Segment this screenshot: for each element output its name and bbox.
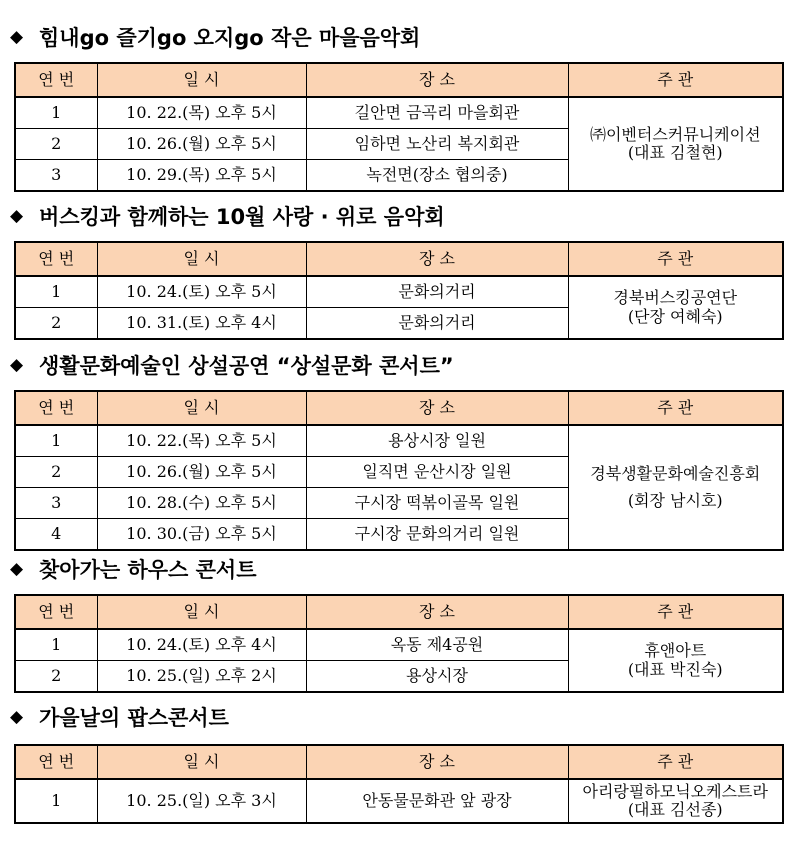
row-number: 3 [15, 488, 97, 519]
organizer-representative: (단장 여혜숙) [627, 306, 723, 326]
col-header-organizer: 주 관 [568, 242, 783, 276]
row-datetime: 10. 29.(목) 오후 5시 [97, 160, 306, 192]
row-number: 2 [15, 308, 97, 340]
diamond-bullet-icon: ◆ [10, 206, 24, 226]
table-row [15, 779, 783, 823]
table-row [15, 97, 783, 129]
col-header-place: 장 소 [306, 63, 568, 97]
section-title-text: 가을날의 팝스콘서트 [39, 706, 229, 730]
row-place: 옥동 제4공원 [306, 629, 568, 661]
row-datetime: 10. 26.(월) 오후 5시 [97, 129, 306, 160]
row-datetime: 10. 22.(목) 오후 5시 [97, 425, 306, 457]
organizer-name: 아리랑필하모닉오케스트라 [582, 781, 768, 801]
col-header-place: 장 소 [306, 745, 568, 779]
organizer-cell [568, 425, 783, 550]
table-row [15, 276, 783, 308]
col-header-organizer: 주 관 [568, 63, 783, 97]
row-datetime: 10. 30.(금) 오후 5시 [97, 519, 306, 551]
section-title [10, 20, 420, 54]
organizer-representative: (대표 김선종) [627, 800, 723, 819]
schedule-table [14, 594, 784, 693]
row-number: 1 [15, 425, 97, 457]
row-datetime: 10. 22.(목) 오후 5시 [97, 97, 306, 129]
row-number: 2 [15, 457, 97, 488]
table-header-row [15, 242, 783, 276]
col-header-datetime: 일 시 [97, 242, 306, 276]
row-number: 1 [15, 276, 97, 308]
row-number: 1 [15, 779, 97, 823]
row-datetime: 10. 24.(토) 오후 4시 [97, 629, 306, 661]
row-number: 1 [15, 629, 97, 661]
col-header-number: 연 번 [15, 242, 97, 276]
row-number: 4 [15, 519, 97, 551]
row-place: 임하면 노산리 복지회관 [306, 129, 568, 160]
row-place: 문화의거리 [306, 308, 568, 340]
col-header-place: 장 소 [306, 391, 568, 425]
section-title [10, 700, 229, 734]
row-number: 2 [15, 661, 97, 693]
row-number: 2 [15, 129, 97, 160]
row-datetime: 10. 26.(월) 오후 5시 [97, 457, 306, 488]
organizer-representative: (대표 박진숙) [627, 659, 723, 679]
col-header-datetime: 일 시 [97, 745, 306, 779]
organizer-cell [568, 629, 783, 692]
col-header-number: 연 번 [15, 63, 97, 97]
diamond-bullet-icon: ◆ [10, 355, 24, 375]
organizer-name: ㈜이벤터스커뮤니케이션 [589, 124, 761, 144]
col-header-organizer: 주 관 [568, 745, 783, 779]
table-header-row [15, 595, 783, 629]
row-number: 1 [15, 97, 97, 129]
row-place: 문화의거리 [306, 276, 568, 308]
organizer-name: 경북버스킹공연단 [613, 288, 738, 308]
table-header-row [15, 63, 783, 97]
table-row [15, 425, 783, 457]
table-row [15, 629, 783, 661]
schedule-table [14, 390, 784, 551]
section-title [10, 552, 256, 586]
section-title [10, 199, 445, 233]
organizer-representative: (대표 김철현) [627, 143, 723, 162]
row-datetime: 10. 25.(일) 오후 2시 [97, 661, 306, 693]
row-place: 일직면 운산시장 일원 [306, 457, 568, 488]
row-datetime: 10. 31.(토) 오후 4시 [97, 308, 306, 340]
row-place: 구시장 문화의거리 일원 [306, 519, 568, 551]
organizer-cell [568, 779, 783, 823]
col-header-organizer: 주 관 [568, 595, 783, 629]
organizer-representative: (회장 남시호) [627, 490, 723, 510]
row-number: 3 [15, 160, 97, 192]
row-place: 길안면 금곡리 마을회관 [306, 97, 568, 129]
diamond-bullet-icon: ◆ [10, 27, 24, 47]
col-header-datetime: 일 시 [97, 63, 306, 97]
row-place: 안동물문화관 앞 광장 [306, 779, 568, 823]
section-title [10, 348, 454, 382]
row-place: 구시장 떡볶이골목 일원 [306, 488, 568, 519]
row-datetime: 10. 24.(토) 오후 5시 [97, 276, 306, 308]
row-place: 용상시장 [306, 661, 568, 693]
table-header-row [15, 391, 783, 425]
col-header-number: 연 번 [15, 391, 97, 425]
col-header-organizer: 주 관 [568, 391, 783, 425]
organizer-cell [568, 97, 783, 191]
section-title-text: 힘내go 즐기go 오지go 작은 마을음악회 [39, 26, 421, 50]
section-title-text: 버스킹과 함께하는 10월 사랑 · 위로 음악회 [39, 205, 445, 229]
section-title-text: 생활문화예술인 상설공연 “상설문화 콘서트” [39, 354, 454, 378]
schedule-table [14, 241, 784, 340]
diamond-bullet-icon: ◆ [10, 559, 24, 579]
row-datetime: 10. 25.(일) 오후 3시 [97, 779, 306, 823]
organizer-name: 경북생활문화예술진흥회 [590, 464, 761, 484]
col-header-place: 장 소 [306, 242, 568, 276]
section-title-text: 찾아가는 하우스 콘서트 [39, 558, 257, 582]
organizer-cell [568, 276, 783, 339]
col-header-number: 연 번 [15, 745, 97, 779]
schedule-table [14, 744, 784, 824]
col-header-place: 장 소 [306, 595, 568, 629]
schedule-table [14, 62, 784, 192]
col-header-number: 연 번 [15, 595, 97, 629]
col-header-datetime: 일 시 [97, 595, 306, 629]
organizer-name: 휴앤아트 [644, 641, 707, 661]
row-place: 용상시장 일원 [306, 425, 568, 457]
diamond-bullet-icon: ◆ [10, 707, 24, 727]
row-datetime: 10. 28.(수) 오후 5시 [97, 488, 306, 519]
col-header-datetime: 일 시 [97, 391, 306, 425]
row-place: 녹전면(장소 협의중) [306, 160, 568, 192]
table-header-row [15, 745, 783, 779]
